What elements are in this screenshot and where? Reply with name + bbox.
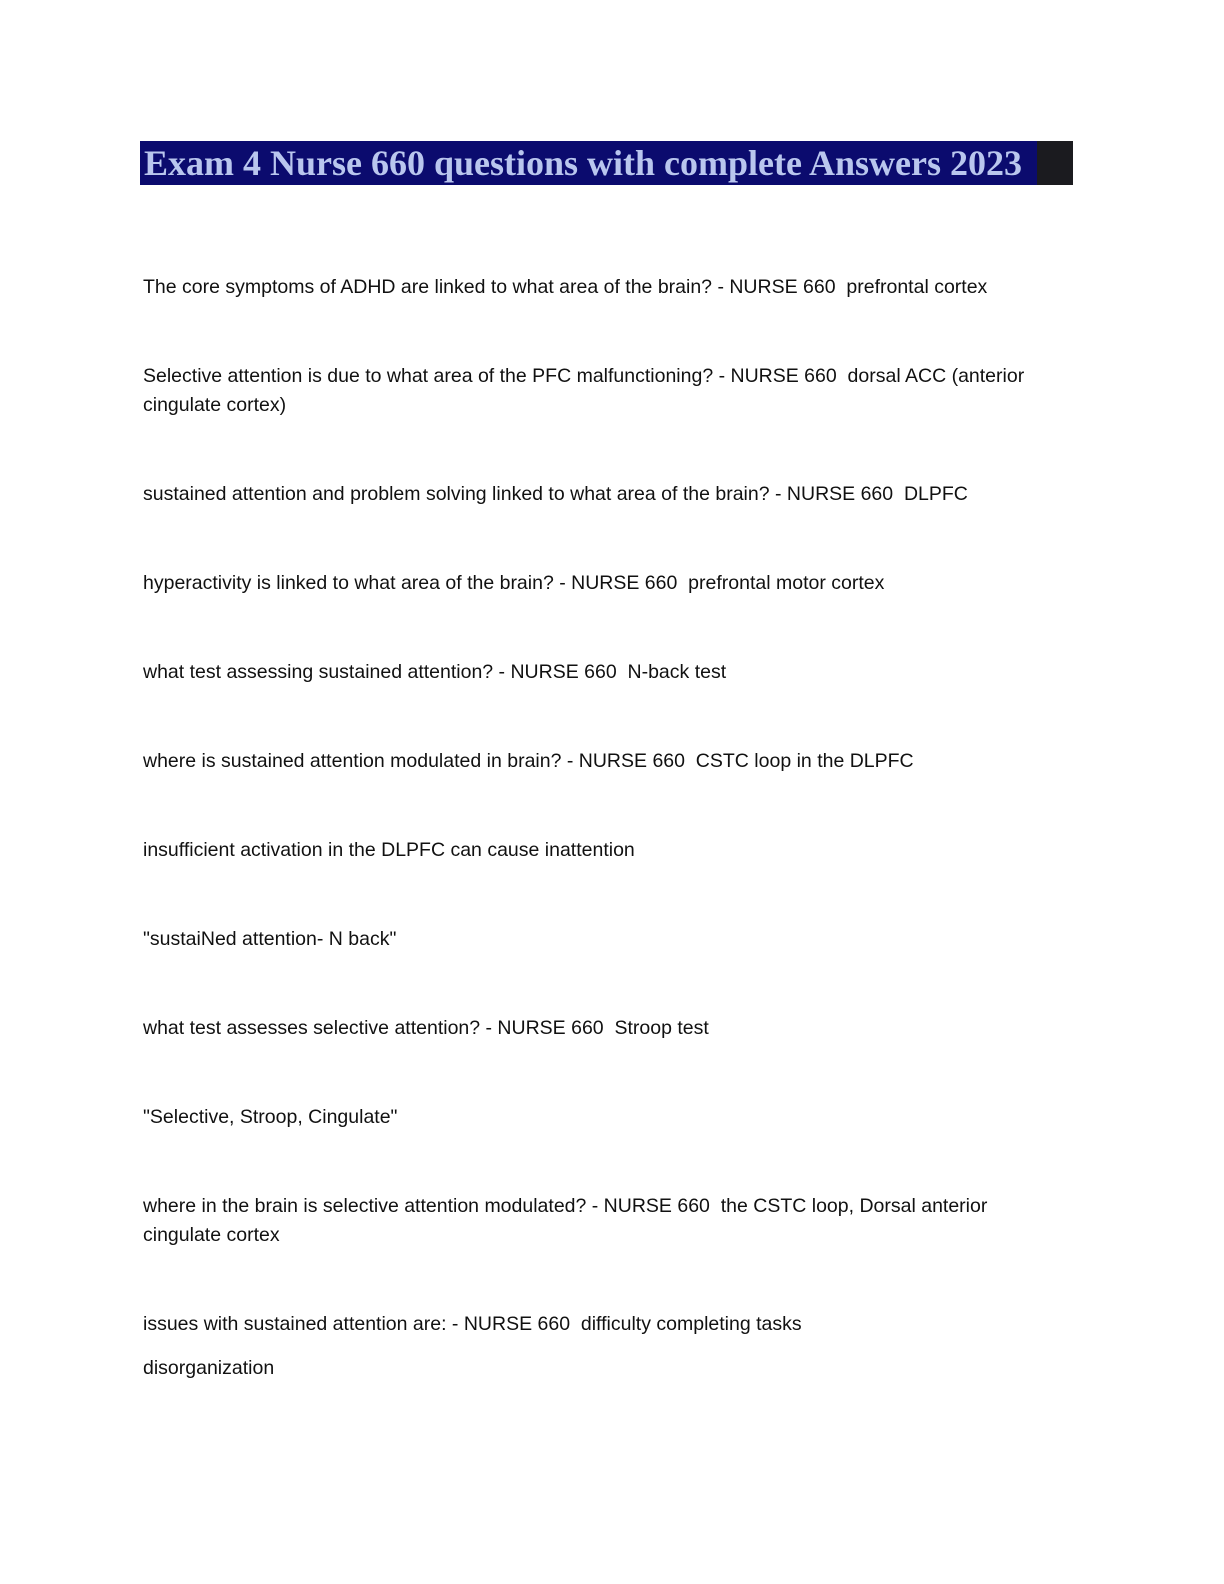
qa-entry-selective-attention-pfc: Selective attention is due to what area of the PFC malfunctioning? - NURSE 660 dorsal ACC (anterior: [143, 365, 1025, 387]
mnemonic-selective-stroop-cingulate: "Selective, Stroop, Cingulate": [143, 1106, 398, 1128]
mnemonic-sustained-n-back: "sustaiNed attention- N back": [143, 928, 397, 950]
qa-entry-sustained-attention-modulation: where is sustained attention modulated in brain? - NURSE 660 CSTC loop in the DLPFC: [143, 750, 914, 772]
qa-entry-selective-attention-pfc-cont: cingulate cortex): [143, 394, 287, 416]
qa-entry-sustained-attention-issues-cont: disorganization: [143, 1357, 275, 1379]
qa-entry-selective-attention-modulation-cont: cingulate cortex: [143, 1224, 280, 1246]
qa-entry-adhd-core-symptoms: The core symptoms of ADHD are linked to what area of the brain? - NURSE 660 prefrontal cortex: [143, 276, 988, 298]
qa-entry-sustained-attention-test: what test assessing sustained attention? - NURSE 660 N-back test: [143, 661, 727, 683]
qa-entry-hyperactivity-area: hyperactivity is linked to what area of the brain? - NURSE 660 prefrontal motor cortex: [143, 572, 885, 594]
qa-entry-sustained-attention-issues: issues with sustained attention are: - NURSE 660 difficulty completing tasks: [143, 1313, 802, 1335]
document-title-banner: [140, 141, 1073, 185]
qa-entry-selective-attention-test: what test assesses selective attention? - NURSE 660 Stroop test: [143, 1017, 709, 1039]
qa-entry-selective-attention-modulation: where in the brain is selective attention modulated? - NURSE 660 the CSTC loop, Dorsal anterior: [143, 1195, 988, 1217]
document-title: Exam 4 Nurse 660 questions with complete Answers 2023: [144, 143, 1022, 183]
note-dlpfc-inattention: insufficient activation in the DLPFC can cause inattention: [143, 839, 635, 861]
title-banner-end-block: [1037, 141, 1073, 185]
qa-entry-sustained-attention-area: sustained attention and problem solving linked to what area of the brain? - NURSE 660 DLPFC: [143, 483, 968, 505]
